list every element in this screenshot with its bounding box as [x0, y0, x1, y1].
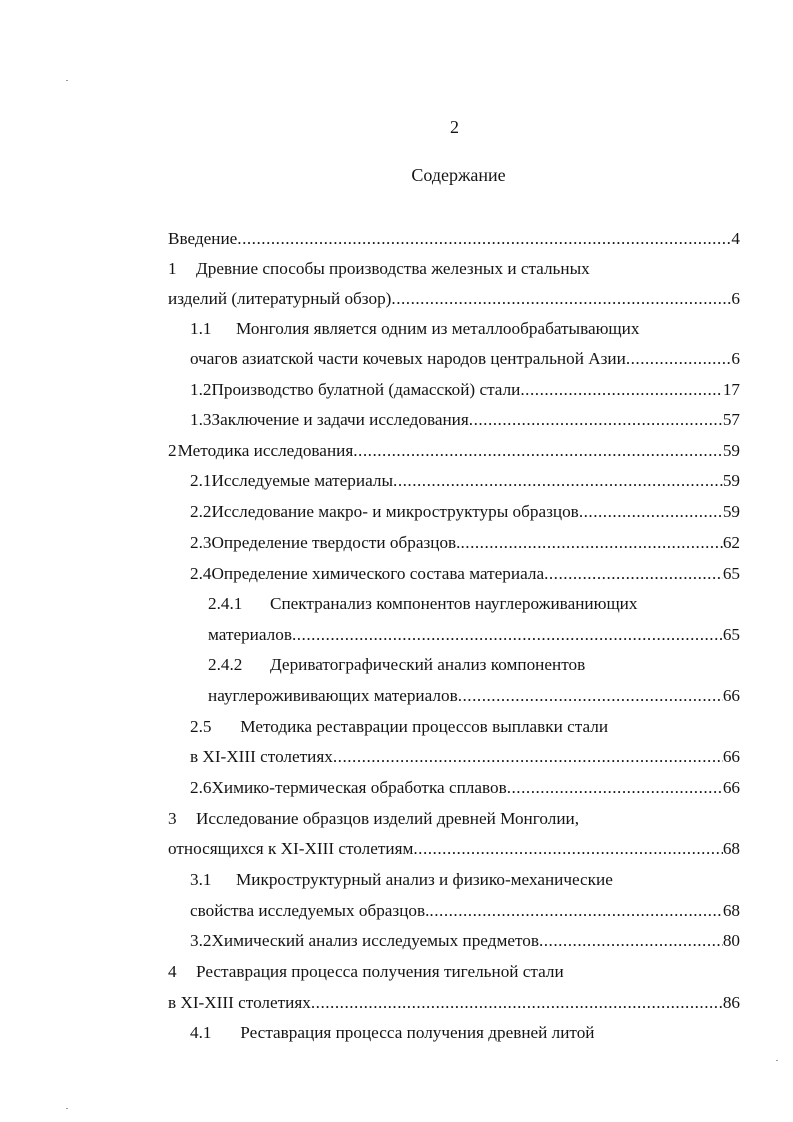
toc-entry-page: 59	[722, 502, 740, 521]
toc-entry-text: Исследование макро- и микроструктуры образцов	[211, 502, 579, 521]
toc-entry-text: Методика исследования	[177, 441, 354, 460]
toc-entry-4-cont	[168, 992, 740, 1014]
toc-entry-text: Методика реставрации процессов выплавки стали	[236, 717, 609, 736]
toc-entry-text: Исследуемые материалы	[211, 471, 394, 490]
leader-dots	[539, 930, 723, 952]
toc-entry-number: 2	[168, 441, 177, 460]
toc-entry-number: 3.1	[190, 870, 212, 889]
toc-entry-text: Микроструктурный анализ и физико-механические	[236, 870, 613, 889]
toc-entry-page: 68	[722, 901, 740, 920]
toc-entry-number: 3.2	[190, 931, 212, 950]
toc-entry-number: 2.3	[190, 533, 212, 552]
toc-entry-page: 6	[731, 349, 740, 368]
toc-entry-text: очагов азиатской части кочевых народов центральной Азии	[190, 349, 626, 368]
leader-dots	[507, 777, 723, 799]
toc-entry-text: относящихся к XI-XIII столетиям	[168, 839, 414, 858]
toc-entry-intro	[168, 228, 740, 250]
toc-entry-page: 59	[722, 471, 740, 490]
toc-entry-2-5-cont	[190, 746, 740, 768]
toc-entry-text: Древние способы производства железных и стальных	[196, 259, 590, 278]
toc-entry-page: 80	[722, 931, 740, 950]
toc-entry-text: материалов	[208, 625, 292, 644]
toc-entry-1-cont	[168, 288, 740, 310]
toc-entry-number: 4.1	[190, 1023, 212, 1042]
toc-entry-text: Производство булатной (дамасской) стали	[211, 380, 521, 399]
toc-entry-text: Спектранализ компонентов науглероживаниющих	[270, 594, 638, 613]
toc-entry-2-3	[190, 532, 740, 554]
toc-entry-text: Химический анализ исследуемых предметов	[211, 931, 539, 950]
toc-entry-text: Реставрация процесса получения древней литой	[236, 1023, 595, 1042]
toc-entry-number: 1.1	[190, 319, 212, 338]
leader-dots	[292, 624, 723, 646]
toc-entry-page: 66	[722, 686, 740, 705]
toc-entry-1	[168, 258, 740, 280]
toc-entry-4	[168, 961, 740, 983]
toc-entry-3	[168, 808, 740, 830]
toc-entry-number: 2.4	[190, 564, 212, 583]
leader-dots	[333, 746, 723, 768]
leader-dots	[544, 563, 723, 585]
toc-entry-page: 68	[722, 839, 740, 858]
toc-entry-number: 1.2	[190, 380, 212, 399]
toc-entry-1-2	[190, 379, 740, 401]
toc-entry-page: 6	[731, 289, 740, 308]
toc-entry-text: Заключение и задачи исследования	[211, 410, 469, 429]
toc-entry-page: 59	[722, 441, 740, 460]
toc-entry-2-4-1-cont	[208, 624, 740, 646]
toc-entry-1-1	[190, 318, 740, 340]
toc-entry-number: 2.1	[190, 471, 212, 490]
toc-entry-page: 4	[731, 229, 740, 248]
leader-dots	[429, 900, 722, 922]
toc-entry-2-6	[190, 777, 740, 799]
toc-entry-text: Определение твердости образцов.	[211, 533, 461, 552]
leader-dots	[469, 409, 723, 431]
toc-entry-1-3	[190, 409, 740, 431]
scan-speck	[66, 1108, 68, 1109]
toc-entry-page: 66	[722, 778, 740, 797]
toc-entry-page: 57	[722, 410, 740, 429]
toc-entry-text: в XI-XIII столетиях	[190, 747, 333, 766]
toc-entry-number: 2.4.1	[208, 594, 243, 613]
toc-entry-number: 2.6	[190, 778, 212, 797]
toc-entry-text: в XI-XIII столетиях	[168, 993, 311, 1012]
leader-dots	[579, 501, 723, 523]
toc-entry-text: Определение химического состава материала	[211, 564, 545, 583]
toc-entry-page: 62	[722, 533, 740, 552]
scan-speck	[776, 1060, 778, 1061]
toc-entry-page: 66	[722, 747, 740, 766]
toc-entry-number: 1	[168, 259, 177, 278]
toc-entry-page: 17	[722, 380, 740, 399]
page-number: 2	[450, 117, 459, 137]
toc-entry-3-cont	[168, 838, 740, 860]
leader-dots	[393, 470, 723, 492]
toc-entry-2	[168, 440, 740, 462]
toc-entry-text: науглерожививающих материалов	[208, 686, 458, 705]
toc-entry-text: изделий (литературный обзор)	[168, 289, 392, 308]
toc-title: Содержание	[411, 165, 506, 185]
leader-dots	[413, 838, 722, 860]
toc-entry-number: 2.5	[190, 717, 212, 736]
toc-entry-page: 65	[722, 625, 740, 644]
toc-entry-2-4-2	[208, 654, 740, 676]
toc-entry-number: 3	[168, 809, 177, 828]
leader-dots	[460, 532, 722, 554]
toc-entry-2-4	[190, 563, 740, 585]
leader-dots	[353, 440, 723, 462]
leader-dots	[391, 288, 731, 310]
toc-entry-text: Монголия является одним из металлообрабатывающих	[236, 319, 640, 338]
leader-dots	[458, 685, 723, 707]
toc-entry-text: Дериватографический анализ компонентов	[270, 655, 586, 674]
toc-entry-3-2	[190, 930, 740, 952]
toc-entry-3-1	[190, 869, 740, 891]
toc-entry-number: 2.2	[190, 502, 212, 521]
toc-entry-2-4-2-cont	[208, 685, 740, 707]
leader-dots	[311, 992, 723, 1014]
toc-entry-3-1-cont	[190, 900, 740, 922]
toc-entry-number: 4	[168, 962, 177, 981]
toc-entry-2-2	[190, 501, 740, 523]
toc-entry-text: свойства исследуемых образцов.	[190, 901, 430, 920]
toc-entry-number: 1.3	[190, 410, 212, 429]
toc-entry-2-4-1	[208, 593, 740, 615]
toc-entry-text: Исследование образцов изделий древней Монголии,	[196, 809, 580, 828]
toc-entry-2-1	[190, 470, 740, 492]
toc-entry-4-1	[190, 1022, 740, 1044]
leader-dots	[626, 348, 732, 370]
toc-entry-1-1-cont	[190, 348, 740, 370]
leader-dots	[520, 379, 722, 401]
toc-entry-2-5	[190, 716, 740, 738]
toc-entry-text: Химико-термическая обработка сплавов	[211, 778, 507, 797]
leader-dots	[237, 228, 731, 250]
toc-entry-page: 65	[722, 564, 740, 583]
toc-entry-page: 86	[722, 993, 740, 1012]
scan-speck	[66, 80, 68, 81]
toc-entry-text: Введение	[168, 229, 238, 248]
toc-entry-text: Реставрация процесса получения тигельной стали	[196, 962, 564, 981]
table-of-contents	[168, 0, 740, 1122]
toc-entry-number: 2.4.2	[208, 655, 243, 674]
